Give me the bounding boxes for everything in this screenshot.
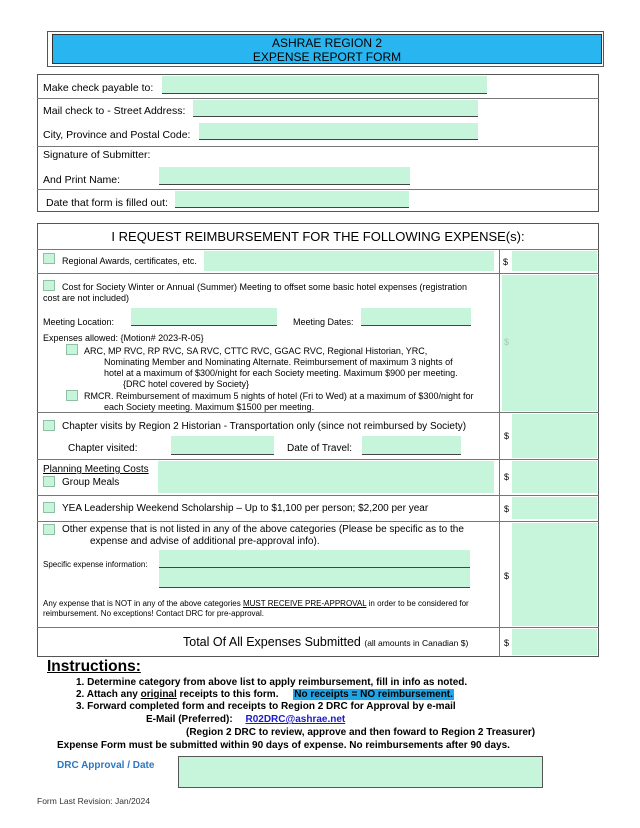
yea-dollar: $ <box>504 504 510 514</box>
chapter-visited-label: Chapter visited: <box>68 443 138 454</box>
planning-amount[interactable] <box>512 461 597 493</box>
instructions-title: Instructions: <box>47 658 141 675</box>
header-title: ASHRAE REGION 2 <box>271 36 383 50</box>
rmcr-text-2: each Society meeting. Maximum $1500 per meeting. <box>104 402 315 412</box>
no-receipts-highlight: No receipts = NO reimbursement. <box>294 689 453 700</box>
meeting-dates-label: Meeting Dates: <box>293 317 354 327</box>
street-label: Mail check to - Street Address: <box>43 105 186 117</box>
header-subtitle: EXPENSE REPORT FORM <box>252 50 402 64</box>
group-meals-label: Group Meals <box>62 477 120 488</box>
total-label: Total Of All Expenses Submitted (all amounts in Canadian $) <box>183 635 469 649</box>
instruction-step-1: 1. Determine category from above list to apply reimbursement, fill in info as noted. <box>76 677 468 688</box>
request-title: I REQUEST REIMBURSEMENT FOR THE FOLLOWING EXPENSE(s): <box>111 229 525 244</box>
society-meeting-dollar: $ <box>504 337 510 347</box>
pre-approval-text-2: reimbursement. No exceptions! Contact DRC for pre-approval. <box>43 609 264 618</box>
planning-desc-field[interactable] <box>158 461 494 493</box>
yea-checkbox[interactable] <box>43 502 55 513</box>
form-revision: Form Last Revision: Jan/2024 <box>37 796 150 806</box>
other-expense-checkbox[interactable] <box>43 524 55 535</box>
other-expense-text-2: expense and advise of additional pre-approval info). <box>90 536 320 547</box>
arc-text-1: ARC, MP RVC, RP RVC, SA RVC, CTTC RVC, GGAC RVC, Regional Historian, YRC, <box>84 346 428 356</box>
print-name-field[interactable] <box>159 167 410 185</box>
yea-amount[interactable] <box>512 497 597 519</box>
planning-dollar: $ <box>504 472 510 482</box>
specific-info-field[interactable] <box>159 550 470 588</box>
arc-text-4: {DRC hotel covered by Society} <box>123 379 250 389</box>
regional-awards-checkbox[interactable] <box>43 253 55 264</box>
expenses-allowed-label: Expenses allowed: {Motion# 2023-R-05} <box>43 333 204 343</box>
other-expense-text-1: Other expense that is not listed in any of the above categories (Please be specific as to the <box>62 524 464 535</box>
chapter-visits-label: Chapter visits by Region 2 Historian - Transportation only (since not reimbursed by Society) <box>62 421 467 432</box>
society-meeting-text-1: Cost for Society Winter or Annual (Summer) Meeting to offset some basic hotel expenses (registration <box>62 282 468 292</box>
yea-label: YEA Leadership Weekend Scholarship – Up to $1,100 per person; $2,200 per year <box>62 503 429 514</box>
email-link[interactable]: R02DRC@ashrae.net <box>245 714 346 725</box>
regional-awards-desc-field[interactable] <box>204 251 494 271</box>
regional-awards-label: Regional Awards, certificates, etc. <box>62 256 197 266</box>
make-check-label: Make check payable to: <box>43 82 154 94</box>
date-travel-label: Date of Travel: <box>287 443 353 454</box>
other-expense-dollar: $ <box>504 571 510 581</box>
instruction-step-2: 2. Attach any original receipts to this form. No receipts = NO reimbursement. <box>76 689 453 700</box>
group-meals-checkbox[interactable] <box>43 476 55 487</box>
instruction-step-3: 3. Forward completed form and receipts to Region 2 DRC for Approval by e-mail <box>76 701 456 712</box>
other-expense-amount[interactable] <box>512 523 597 626</box>
date-travel-field[interactable] <box>362 436 461 455</box>
email-row: E-Mail (Preferred): R02DRC@ashrae.net <box>146 714 346 725</box>
society-meeting-checkbox[interactable] <box>43 280 55 291</box>
meeting-dates-field[interactable] <box>361 308 471 326</box>
society-meeting-amount[interactable] <box>502 275 597 411</box>
specific-info-label: Specific expense information: <box>43 560 148 569</box>
city-label: City, Province and Postal Code: <box>43 129 191 141</box>
total-dollar: $ <box>504 638 510 648</box>
date-filled-field[interactable] <box>175 191 409 208</box>
rmcr-checkbox[interactable] <box>66 390 78 401</box>
chapter-visited-field[interactable] <box>171 436 274 455</box>
society-meeting-text-2: cost are not included) <box>43 293 130 303</box>
chapter-visits-checkbox[interactable] <box>43 420 55 431</box>
city-field[interactable] <box>199 123 478 140</box>
make-check-field[interactable] <box>162 76 487 94</box>
arc-text-2: Nominating Member and Nominating Alternate. Reimbursement of maximum 3 nights of <box>104 357 453 367</box>
chapter-visits-dollar: $ <box>504 431 510 441</box>
chapter-visits-amount[interactable] <box>512 414 597 458</box>
drc-approval-label: DRC Approval / Date <box>57 760 155 771</box>
region-note: (Region 2 DRC to review, approve and then foward to Region 2 Treasurer) <box>186 727 536 738</box>
deadline-note: Expense Form must be submitted within 90 days of expense. No reimbursements after 90 days. <box>57 740 510 751</box>
pre-approval-text-1: Any expense that is NOT in any of the above categories MUST RECEIVE PRE-APPROVAL in order to be considered for <box>43 599 469 608</box>
date-filled-label: Date that form is filled out: <box>46 197 168 209</box>
rmcr-text-1: RMCR. Reimbursement of maximum 5 nights of hotel (Fri to Wed) at a maximum of $300/night for <box>84 391 474 401</box>
regional-awards-dollar: $ <box>503 257 509 267</box>
drc-approval-field[interactable] <box>178 756 543 788</box>
header-banner <box>52 34 602 64</box>
meeting-location-field[interactable] <box>131 308 277 326</box>
meeting-location-label: Meeting Location: <box>43 317 115 327</box>
arc-text-3: hotel at a maximum of $300/night for each Society meeting. Maximum $900 per meeting. <box>104 368 458 378</box>
total-amount[interactable] <box>512 629 597 655</box>
regional-awards-amount[interactable] <box>512 251 597 271</box>
street-field[interactable] <box>193 100 478 117</box>
arc-checkbox[interactable] <box>66 344 78 355</box>
signature-label: Signature of Submitter: <box>43 149 151 161</box>
print-name-label: And Print Name: <box>43 174 121 186</box>
planning-title: Planning Meeting Costs <box>43 464 149 475</box>
